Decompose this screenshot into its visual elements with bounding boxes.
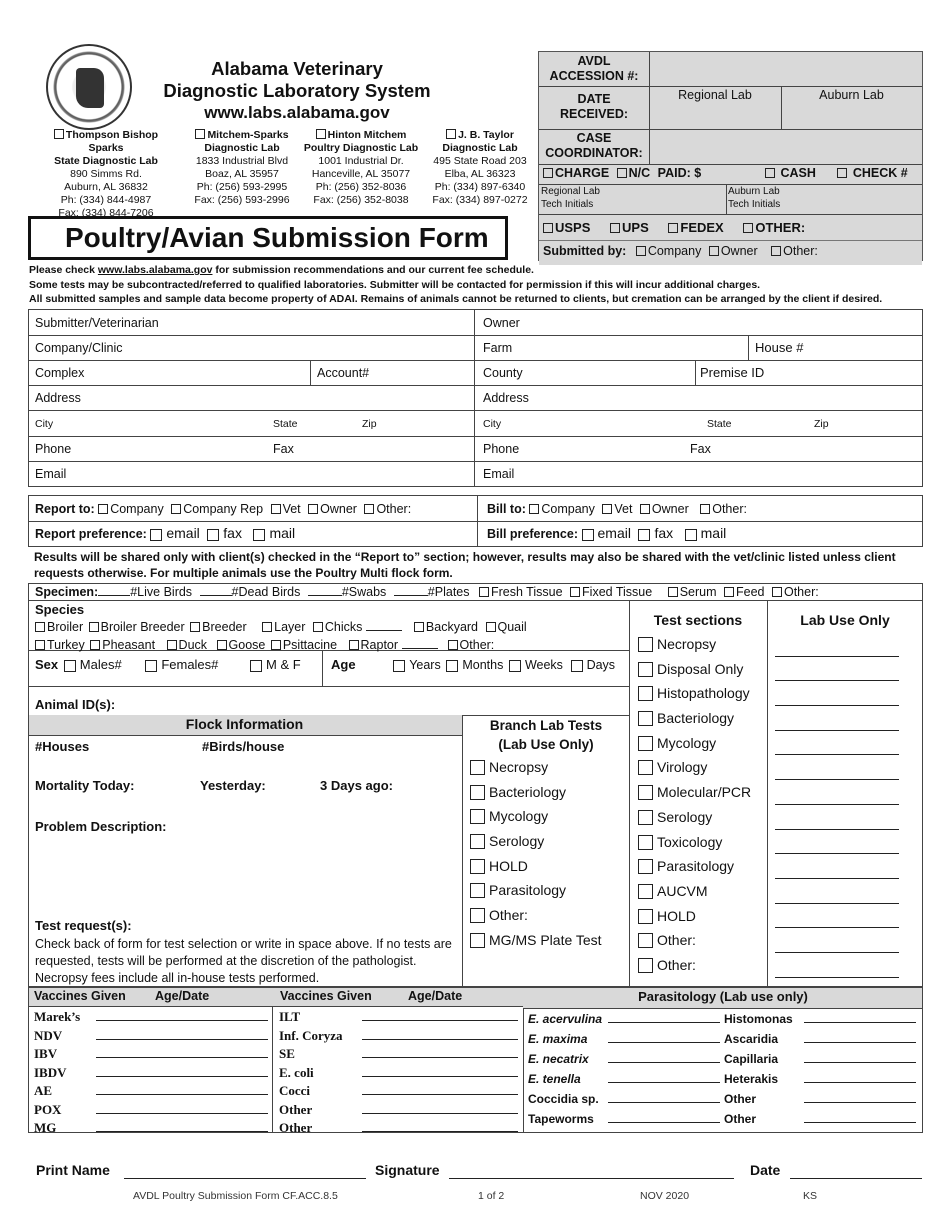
auburn-lab-date[interactable]: Auburn Lab [819, 88, 884, 102]
owner-state-field[interactable]: State [707, 418, 732, 430]
cash-checkbox[interactable] [765, 168, 775, 178]
lab-use-line[interactable] [775, 879, 899, 904]
lab-jb-taylor: J. B. Taylor Diagnostic Lab 495 State Road 203 Elba, AL 36323 Ph: (334) 897-6340 Fax: (334) 897-0272 [432, 129, 528, 206]
account-field[interactable]: Account# [317, 366, 370, 380]
fedex-checkbox[interactable] [668, 223, 678, 233]
lab-mitchem-sparks-checkbox[interactable] [195, 129, 205, 139]
date-received-label: DATE RECEIVED: [559, 92, 629, 121]
layer-checkbox[interactable] [262, 622, 272, 632]
section-molecular-pcr[interactable]: Molecular/PCR [638, 780, 751, 805]
submitter-field[interactable]: Submitter/Veterinarian [35, 316, 159, 330]
lab-use-line[interactable] [775, 681, 899, 706]
vaccine-ibdv[interactable]: IBDV [34, 1064, 268, 1083]
other-specimen-checkbox[interactable] [772, 587, 782, 597]
lab-use-line[interactable] [775, 928, 899, 953]
submitted-by-row: Submitted by: Company Owner Other: [543, 244, 818, 258]
vaccine-other-1[interactable]: Other [279, 1101, 518, 1120]
lab-use-line[interactable] [775, 805, 899, 830]
section-parasitology[interactable]: Parasitology [638, 854, 751, 879]
turkey-checkbox[interactable] [35, 640, 45, 650]
vaccine-ae[interactable]: AE [34, 1082, 268, 1101]
regional-lab-date[interactable]: Regional Lab [678, 88, 752, 102]
problem-description-field[interactable]: Problem Description: [35, 819, 167, 834]
other-species-checkbox[interactable] [448, 640, 458, 650]
lab-jb-taylor-checkbox[interactable] [446, 129, 456, 139]
bill-preference-row: Bill preference: email fax mail [487, 525, 727, 541]
fresh-tissue-checkbox[interactable] [479, 587, 489, 597]
lab-hinton-mitchem-checkbox[interactable] [316, 129, 326, 139]
branch-necropsy[interactable]: Necropsy [470, 755, 602, 780]
age-row: Age Years Months Weeks Days [331, 657, 616, 672]
houses-field[interactable]: #Houses [35, 739, 90, 754]
office-use-box [538, 51, 923, 261]
footer-page: 1 of 2 [478, 1190, 505, 1202]
report-to-row: Report to: Company Company Rep Vet Owner Other: [35, 502, 412, 516]
birds-per-house-field[interactable]: #Birds/house [202, 739, 285, 754]
parasite-acervulina[interactable]: E. acervulina Histomonas [528, 1009, 916, 1029]
auburn-tech-initials[interactable]: Auburn Lab Tech Initials [728, 186, 781, 210]
bill-email-checkbox[interactable] [582, 529, 594, 541]
section-mycology[interactable]: Mycology [638, 731, 751, 756]
section-disposal-only[interactable]: Disposal Only [638, 657, 751, 682]
vaccine-list-left [34, 1008, 268, 1138]
parasite-tenella[interactable]: E. tenella Heterakis [528, 1069, 916, 1089]
age-date-header: Age/Date [155, 989, 210, 1003]
section-aucvm[interactable]: AUCVM [638, 879, 751, 904]
pheasant-checkbox[interactable] [90, 640, 100, 650]
other-shipping-checkbox[interactable] [743, 223, 753, 233]
males-checkbox[interactable] [64, 660, 76, 672]
vaccine-ilt[interactable]: ILT [279, 1008, 518, 1027]
footer-initials: KS [803, 1190, 818, 1202]
paid-label: PAID: $ [657, 166, 702, 180]
farm-field[interactable]: Farm [483, 341, 513, 355]
vaccine-mareks[interactable]: Marek’s [34, 1008, 268, 1027]
report-vet-checkbox[interactable] [271, 504, 281, 514]
branch-lab-list [470, 755, 602, 953]
section-toxicology[interactable]: Toxicology [638, 830, 751, 855]
months-checkbox[interactable] [446, 660, 458, 672]
lab-use-only-title: Lab Use Only [800, 612, 890, 628]
contact-table [28, 309, 923, 487]
nc-checkbox[interactable] [617, 168, 627, 178]
broiler-breeder-checkbox[interactable] [89, 622, 99, 632]
quail-checkbox[interactable] [486, 622, 496, 632]
lab-use-line[interactable] [775, 854, 899, 879]
website-link[interactable]: www.labs.alabama.gov [97, 264, 213, 276]
owner-zip-field[interactable]: Zip [814, 418, 829, 430]
species-row-2: Turkey Pheasant Duck Goose Psittacine Raptor Other: [35, 638, 494, 652]
bill-mail-checkbox[interactable] [685, 529, 697, 541]
date-label: Date [750, 1162, 781, 1178]
species-row-1: Broiler Broiler Breeder Breeder Layer Chicks Backyard Quail [35, 620, 527, 634]
payment-row: CHARGE N/C PAID: $ [543, 166, 701, 180]
submitted-other-checkbox[interactable] [771, 246, 781, 256]
parasite-tapeworms[interactable]: Tapeworms Other [528, 1109, 916, 1129]
usps-checkbox[interactable] [543, 223, 553, 233]
shipping-row: USPS UPS FEDEX OTHER: [543, 220, 805, 235]
lab-thompson-checkbox[interactable] [54, 129, 64, 139]
psittacine-checkbox[interactable] [271, 640, 281, 650]
owner-phone-field[interactable]: Phone [483, 442, 520, 456]
parasitology-list [528, 1009, 916, 1129]
adai-seal-logo [46, 44, 132, 130]
org-line-1: Alabama Veterinary [211, 58, 383, 79]
bill-to-row: Bill to: Company Vet Owner Other: [487, 502, 747, 516]
branch-mg-ms-plate-test[interactable]: MG/MS Plate Test [470, 928, 602, 953]
vaccine-mg[interactable]: MG [34, 1119, 268, 1138]
goose-checkbox[interactable] [217, 640, 227, 650]
serum-checkbox[interactable] [668, 587, 678, 597]
footer-form-id: AVDL Poultry Submission Form CF.ACC.8.5 [133, 1190, 338, 1202]
duck-checkbox[interactable] [167, 640, 177, 650]
vaccine-inf-coryza[interactable]: Inf. Coryza [279, 1027, 518, 1046]
report-preference-row: Report preference: email fax mail [35, 525, 296, 541]
parasite-maxima[interactable]: E. maxima Ascaridia [528, 1029, 916, 1049]
breeder-checkbox[interactable] [190, 622, 200, 632]
animal-id-field[interactable]: Animal ID(s): [35, 697, 116, 712]
owner-email-field[interactable]: Email [483, 467, 515, 481]
vaccine-ibv[interactable]: IBV [34, 1045, 268, 1064]
org-line-2: Diagnostic Laboratory System [163, 80, 431, 101]
city-field[interactable]: City [35, 418, 54, 430]
charge-checkbox[interactable] [543, 168, 553, 178]
branch-other[interactable]: Other: [470, 903, 602, 928]
mortality-3days-field[interactable]: 3 Days ago: [320, 778, 393, 793]
branch-parasitology[interactable]: Parasitology [470, 878, 602, 903]
branch-lab-title: Branch Lab Tests (Lab Use Only) [489, 718, 603, 752]
bill-other-checkbox[interactable] [700, 504, 710, 514]
vaccine-pox[interactable]: POX [34, 1101, 268, 1120]
parasitology-title: Parasitology (Lab use only) [638, 989, 808, 1004]
years-checkbox[interactable] [393, 660, 405, 672]
report-other-checkbox[interactable] [364, 504, 374, 514]
date-line[interactable] [790, 1178, 922, 1179]
report-company-checkbox[interactable] [98, 504, 108, 514]
lab-use-line[interactable] [775, 706, 899, 731]
company-clinic-field[interactable]: Company/Clinic [35, 341, 123, 355]
section-serology[interactable]: Serology [638, 805, 751, 830]
raptor-checkbox[interactable] [349, 640, 359, 650]
lab-use-line[interactable] [775, 755, 899, 780]
section-histopathology[interactable]: Histopathology [638, 681, 751, 706]
age-date-header-2: Age/Date [408, 989, 463, 1003]
report-owner-checkbox[interactable] [308, 504, 318, 514]
payment-method: CASH CHECK # [765, 166, 908, 180]
m-and-f-checkbox[interactable] [250, 660, 262, 672]
state-field[interactable]: State [273, 418, 298, 430]
lab-use-line[interactable] [775, 780, 899, 805]
lab-use-lines [775, 632, 899, 978]
sex-row: Sex Males# Females# M & F [35, 657, 301, 672]
form-title: Poultry/Avian Submission Form [28, 216, 508, 260]
premise-id-field[interactable]: Premise ID [700, 365, 765, 380]
results-note: Results will be shared only with client(s) checked in the “Report to” section; however, results may also be shared with the vet/clinic listed unless client requests otherwise. For multiple animals use the Poultry Multi flock form. [34, 550, 896, 580]
lab-hinton-mitchem: Hinton Mitchem Poultry Diagnostic Lab 1001 Industrial Dr. Hanceville, AL 35077 Ph: (256) 352-8036 Fax: (256) 352-8038 [303, 129, 419, 206]
phone-field[interactable]: Phone [35, 442, 72, 456]
test-request-label: Test request(s): [35, 918, 132, 933]
specimen-row: Specimen: #Live Birds #Dead Birds #Swabs #Plates Fresh Tissue Fixed Tissue Serum Feed Other: [28, 583, 923, 601]
section-necropsy[interactable]: Necropsy [638, 632, 751, 657]
test-sections-title: Test sections [653, 612, 743, 628]
branch-hold[interactable]: HOLD [470, 854, 602, 879]
accession-label: AVDL ACCESSION #: [549, 54, 639, 83]
owner-field[interactable]: Owner [483, 316, 520, 330]
section-bacteriology[interactable]: Bacteriology [638, 706, 751, 731]
bill-owner-checkbox[interactable] [640, 504, 650, 514]
lab-use-line[interactable] [775, 731, 899, 756]
weeks-checkbox[interactable] [509, 660, 521, 672]
report-company-rep-checkbox[interactable] [171, 504, 181, 514]
bill-fax-checkbox[interactable] [638, 529, 650, 541]
org-name [140, 58, 454, 124]
chicks-checkbox[interactable] [313, 622, 323, 632]
bill-vet-checkbox[interactable] [602, 504, 612, 514]
vaccine-ndv[interactable]: NDV [34, 1027, 268, 1046]
print-name-label: Print Name [36, 1162, 110, 1178]
mortality-yesterday-field[interactable]: Yesterday: [200, 778, 266, 793]
test-request-note: Check back of form for test selection or write in space above. If no tests are requested, tests will be performed at the discretion of the pathologist. Necropsy fees include all in-house tests performed. [35, 937, 452, 985]
house-field[interactable]: House # [755, 340, 804, 355]
report-fax-checkbox[interactable] [207, 529, 219, 541]
lab-use-line[interactable] [775, 657, 899, 682]
section-other-1[interactable]: Other: [638, 928, 751, 953]
org-website[interactable]: www.labs.alabama.gov [204, 103, 390, 122]
owner-city-field[interactable]: City [483, 418, 502, 430]
submitted-owner-checkbox[interactable] [709, 246, 719, 256]
section-other-2[interactable]: Other: [638, 953, 751, 978]
vaccine-cocci[interactable]: Cocci [279, 1082, 518, 1101]
owner-address-field[interactable]: Address [483, 391, 529, 405]
print-name-line[interactable] [124, 1178, 366, 1179]
case-coordinator-label: CASE COORDINATOR: [545, 131, 643, 160]
days-checkbox[interactable] [571, 660, 583, 672]
feed-checkbox[interactable] [724, 587, 734, 597]
lab-mitchem-sparks: Mitchem-Sparks Diagnostic Lab 1833 Industrial Blvd Boaz, AL 35957 Ph: (256) 593-2995 Fax: (256) 593-2996 [194, 129, 290, 206]
flock-info-title: Flock Information [185, 716, 304, 732]
ups-checkbox[interactable] [610, 223, 620, 233]
branch-bacteriology[interactable]: Bacteriology [470, 780, 602, 805]
species-label: Species [35, 602, 85, 617]
check-checkbox[interactable] [837, 168, 847, 178]
fax-field[interactable]: Fax [273, 442, 294, 456]
zip-field[interactable]: Zip [362, 418, 377, 430]
section-virology[interactable]: Virology [638, 755, 751, 780]
footer-date: NOV 2020 [640, 1190, 690, 1202]
report-email-checkbox[interactable] [150, 529, 162, 541]
vaccine-list-right [279, 1008, 518, 1138]
backyard-checkbox[interactable] [414, 622, 424, 632]
parasite-coccidia[interactable]: Coccidia sp. Other [528, 1089, 916, 1109]
regional-tech-initials[interactable]: Regional Lab Tech Initials [541, 186, 600, 210]
vaccines-given-header-2: Vaccines Given [280, 989, 372, 1003]
branch-serology[interactable]: Serology [470, 829, 602, 854]
address-field[interactable]: Address [35, 391, 81, 405]
broiler-checkbox[interactable] [35, 622, 45, 632]
fixed-tissue-checkbox[interactable] [570, 587, 580, 597]
test-sections-list [638, 632, 751, 978]
complex-field[interactable]: Complex [35, 366, 85, 380]
vaccine-e-coli[interactable]: E. coli [279, 1064, 518, 1083]
vaccines-given-header: Vaccines Given [34, 989, 126, 1003]
vaccine-se[interactable]: SE [279, 1045, 518, 1064]
lab-use-line[interactable] [775, 830, 899, 855]
lab-use-line[interactable] [775, 904, 899, 929]
signature-line[interactable] [449, 1178, 734, 1179]
bill-company-checkbox[interactable] [529, 504, 539, 514]
county-field[interactable]: County [483, 366, 523, 380]
vaccine-other-2[interactable]: Other [279, 1119, 518, 1138]
lab-use-line[interactable] [775, 953, 899, 978]
females-checkbox[interactable] [145, 660, 157, 672]
owner-fax-field[interactable]: Fax [690, 442, 711, 456]
parasite-necatrix[interactable]: E. necatrix Capillaria [528, 1049, 916, 1069]
mortality-today-field[interactable]: Mortality Today: [35, 778, 135, 793]
report-mail-checkbox[interactable] [253, 529, 265, 541]
lab-thompson: Thompson Bishop Sparks State Diagnostic Lab 890 Simms Rd. Auburn, AL 36832 Ph: (334) 844-4987 Fax: (334) 844-7206 [54, 129, 159, 219]
lab-use-line[interactable] [775, 632, 899, 657]
report-bill-box [28, 495, 923, 547]
email-field[interactable]: Email [35, 467, 67, 481]
notes: Please check www.labs.alabama.gov for submission recommendations and our current fee schedule. Some tests may be subcontracted/referred to qualified laboratories. Submitter will be contacted for permission if this will incur additional charges. All submitted samples and sample data become property of ADAI. Remains of animals cannot be returned to clients, but cremation can be arranged by the client if desired. [29, 264, 883, 305]
section-hold[interactable]: HOLD [638, 904, 751, 929]
signature-label: Signature [375, 1162, 440, 1178]
branch-mycology[interactable]: Mycology [470, 804, 602, 829]
accession-field[interactable] [651, 54, 921, 84]
submitted-company-checkbox[interactable] [636, 246, 646, 256]
